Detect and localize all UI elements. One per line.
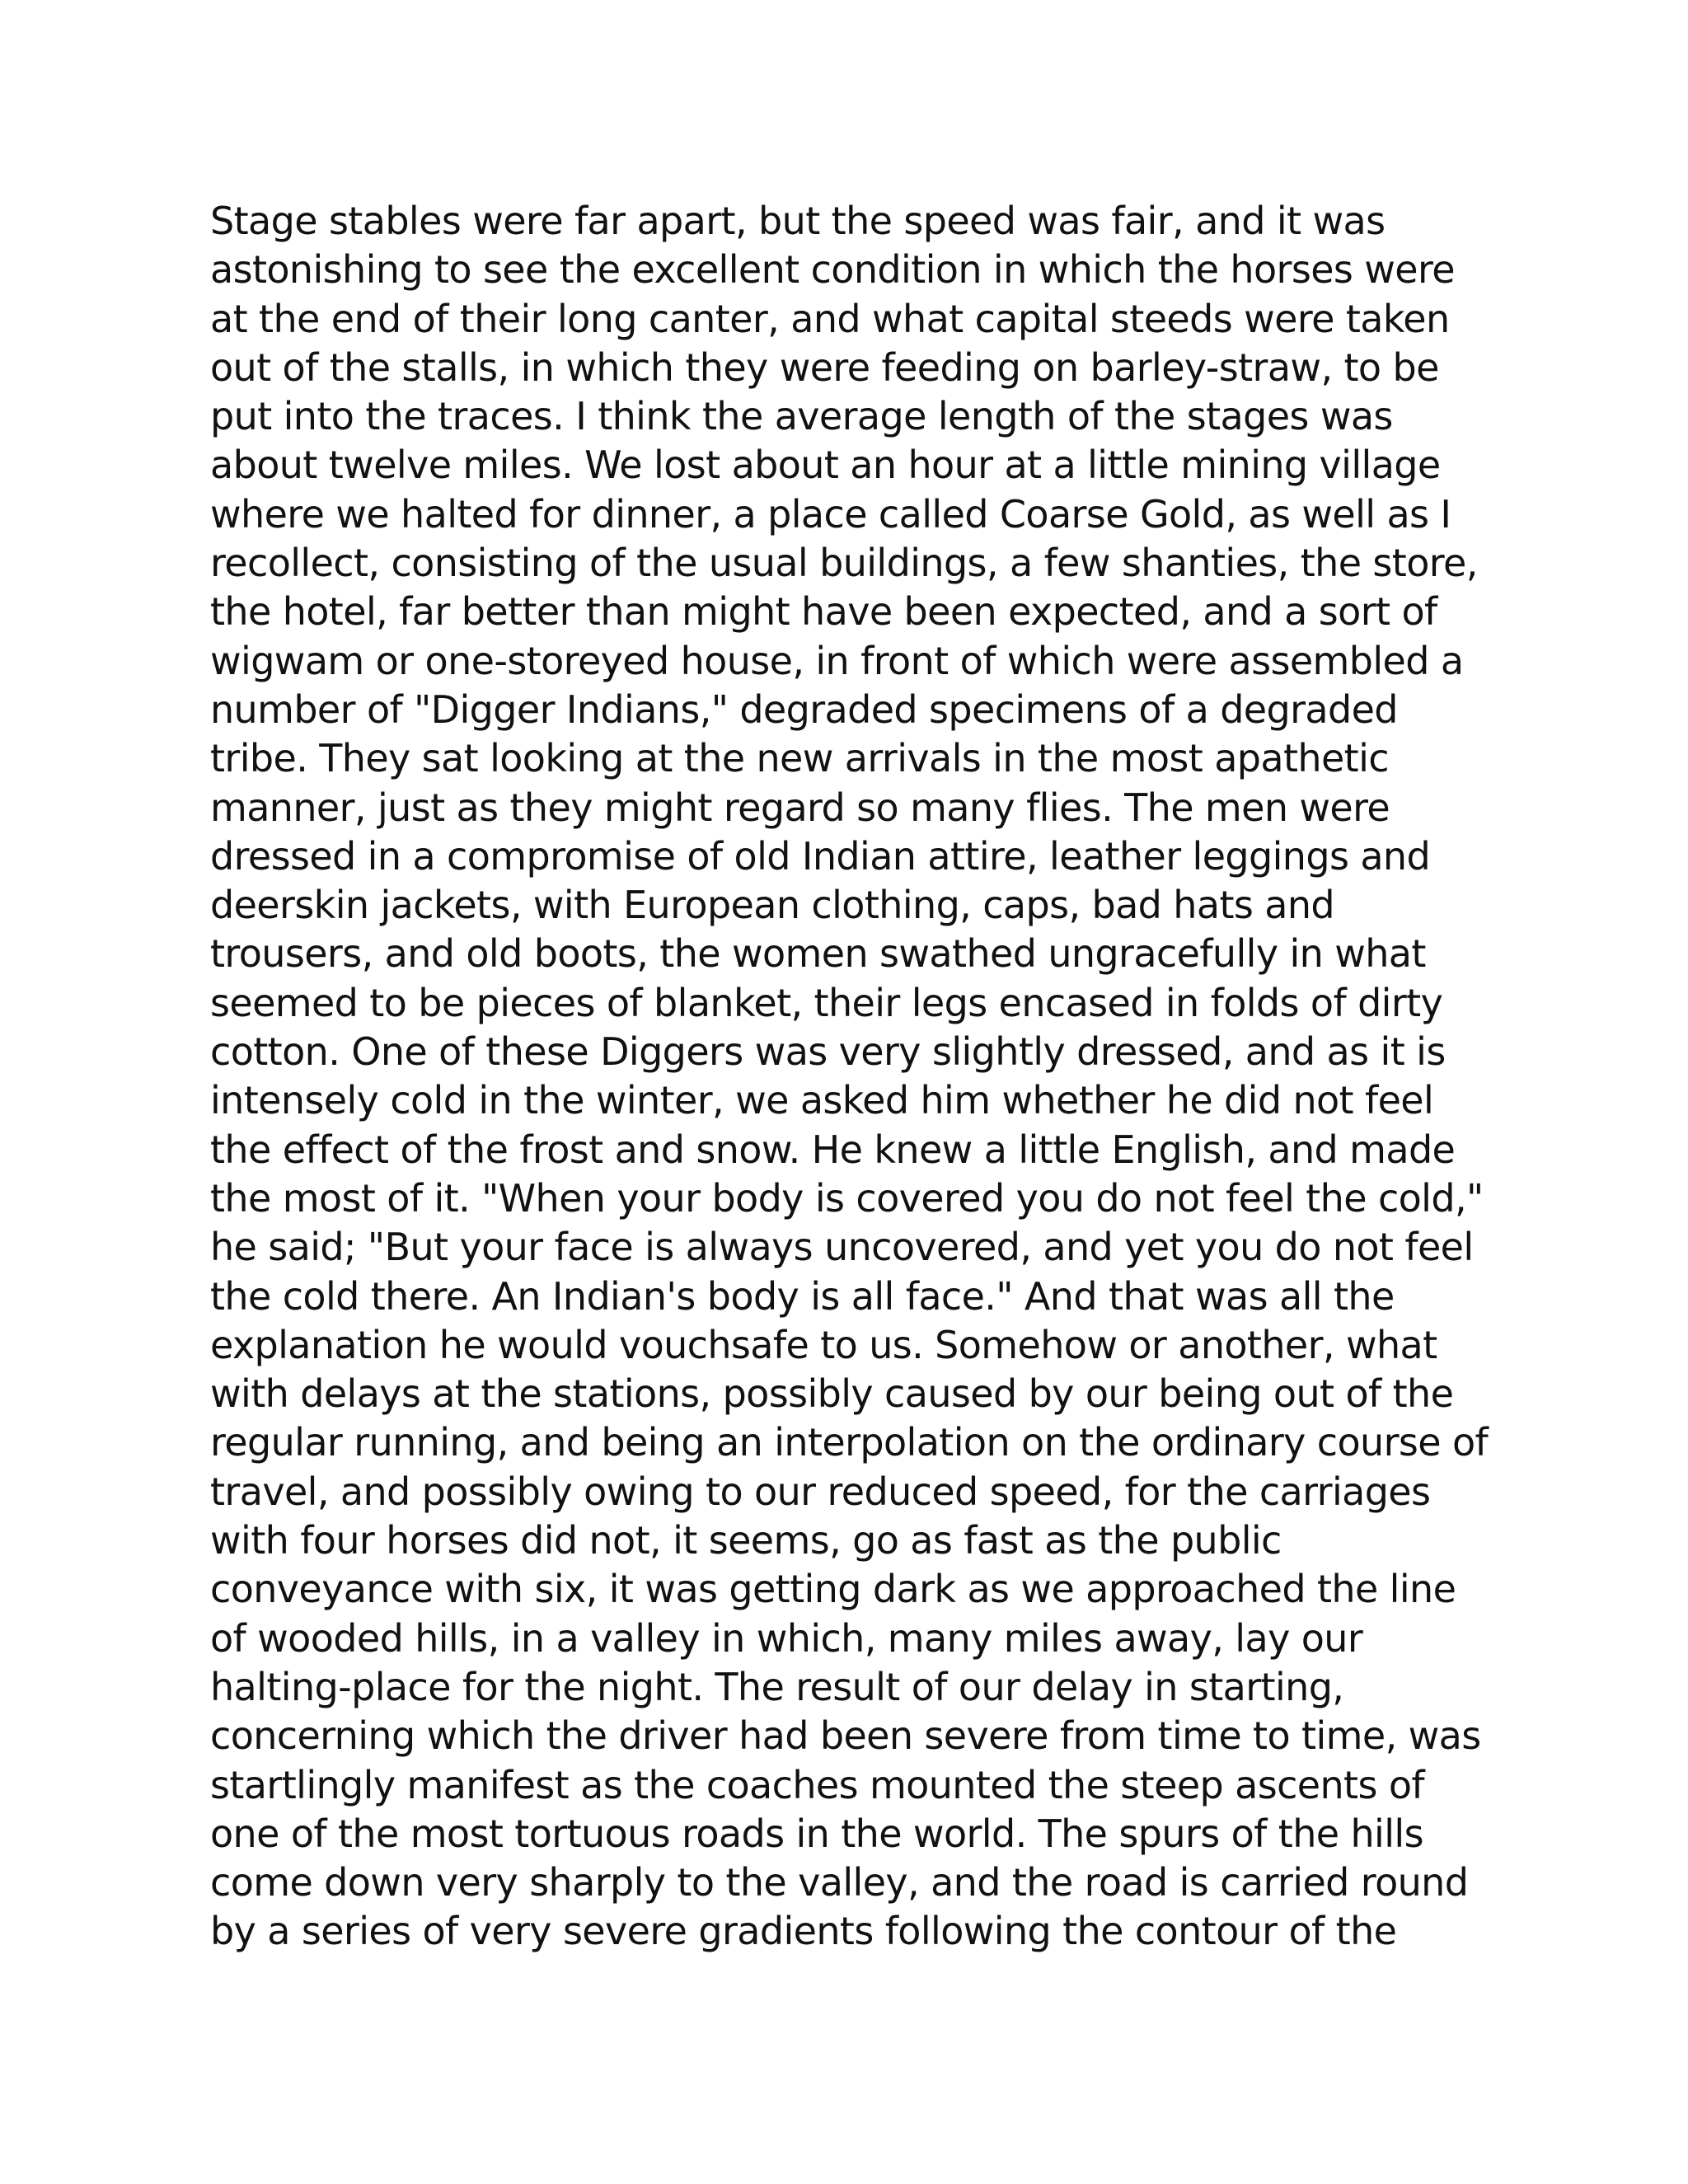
text-line: concerning which the driver had been severe from time to time, was xyxy=(210,1713,1481,1759)
text-line: come down very sharply to the valley, and the road is carried round xyxy=(210,1860,1469,1905)
text-line: wigwam or one-storeyed house, in front of which were assembled a xyxy=(210,638,1464,683)
text-line: put into the traces. I think the average length of the stages was xyxy=(210,394,1393,439)
text-line: manner, just as they might regard so many flies. The men were xyxy=(210,785,1390,830)
text-line: conveyance with six, it was getting dark as we approached the line xyxy=(210,1567,1456,1612)
text-line: trousers, and old boots, the women swathed ungracefully in what xyxy=(210,931,1426,977)
text-line: seemed to be pieces of blanket, their legs encased in folds of dirty xyxy=(210,980,1443,1025)
text-line: about twelve miles. We lost about an hour at a little mining village xyxy=(210,443,1441,488)
text-line: of wooded hills, in a valley in which, many miles away, lay our xyxy=(210,1615,1363,1661)
text-line: tribe. They sat looking at the new arrivals in the most apathetic xyxy=(210,736,1389,781)
text-line: deerskin jackets, with European clothing, caps, bad hats and xyxy=(210,883,1335,928)
text-line: he said; "But your face is always uncovered, and yet you do not feel xyxy=(210,1225,1474,1270)
body-text xyxy=(210,197,1545,1957)
text-line: recollect, consisting of the usual buildings, a few shanties, the store, xyxy=(210,541,1478,586)
text-line: the effect of the frost and snow. He knew a little English, and made xyxy=(210,1127,1456,1172)
text-line: astonishing to see the excellent condition in which the horses were xyxy=(210,247,1456,293)
text-line: the most of it. "When your body is covered you do not feel the cold," xyxy=(210,1175,1484,1221)
text-line: at the end of their long canter, and what capital steeds were taken xyxy=(210,296,1450,341)
text-line: cotton. One of these Diggers was very slightly dressed, and as it is xyxy=(210,1029,1446,1075)
text-line: startlingly manifest as the coaches mounted the steep ascents of xyxy=(210,1762,1424,1807)
text-line: number of "Digger Indians," degraded specimens of a degraded xyxy=(210,687,1398,732)
text-line: halting-place for the night. The result of our delay in starting, xyxy=(210,1664,1344,1709)
text-line: dressed in a compromise of old Indian attire, leather leggings and xyxy=(210,833,1431,879)
text-line: the hotel, far better than might have been expected, and a sort of xyxy=(210,589,1437,635)
text-line: regular running, and being an interpolation on the ordinary course of xyxy=(210,1420,1489,1465)
text-line: intensely cold in the winter, we asked him whether he did not feel xyxy=(210,1078,1434,1123)
text-line: one of the most tortuous roads in the world. The spurs of the hills xyxy=(210,1811,1423,1856)
text-line: where we halted for dinner, a place called Coarse Gold, as well as I xyxy=(210,491,1451,537)
text-line: the cold there. An Indian's body is all face." And that was all the xyxy=(210,1273,1395,1319)
text-line: travel, and possibly owing to our reduced speed, for the carriages xyxy=(210,1469,1431,1514)
text-line: explanation he would vouchsafe to us. Somehow or another, what xyxy=(210,1322,1437,1367)
text-line: Stage stables were far apart, but the speed was fair, and it was xyxy=(210,199,1386,243)
text-line: with four horses did not, it seems, go as fast as the public xyxy=(210,1518,1282,1563)
text-line: with delays at the stations, possibly caused by our being out of the xyxy=(210,1371,1454,1417)
text-line: out of the stalls, in which they were feeding on barley-straw, to be xyxy=(210,344,1439,390)
text-line: by a series of very severe gradients following the contour of the xyxy=(210,1909,1397,1954)
